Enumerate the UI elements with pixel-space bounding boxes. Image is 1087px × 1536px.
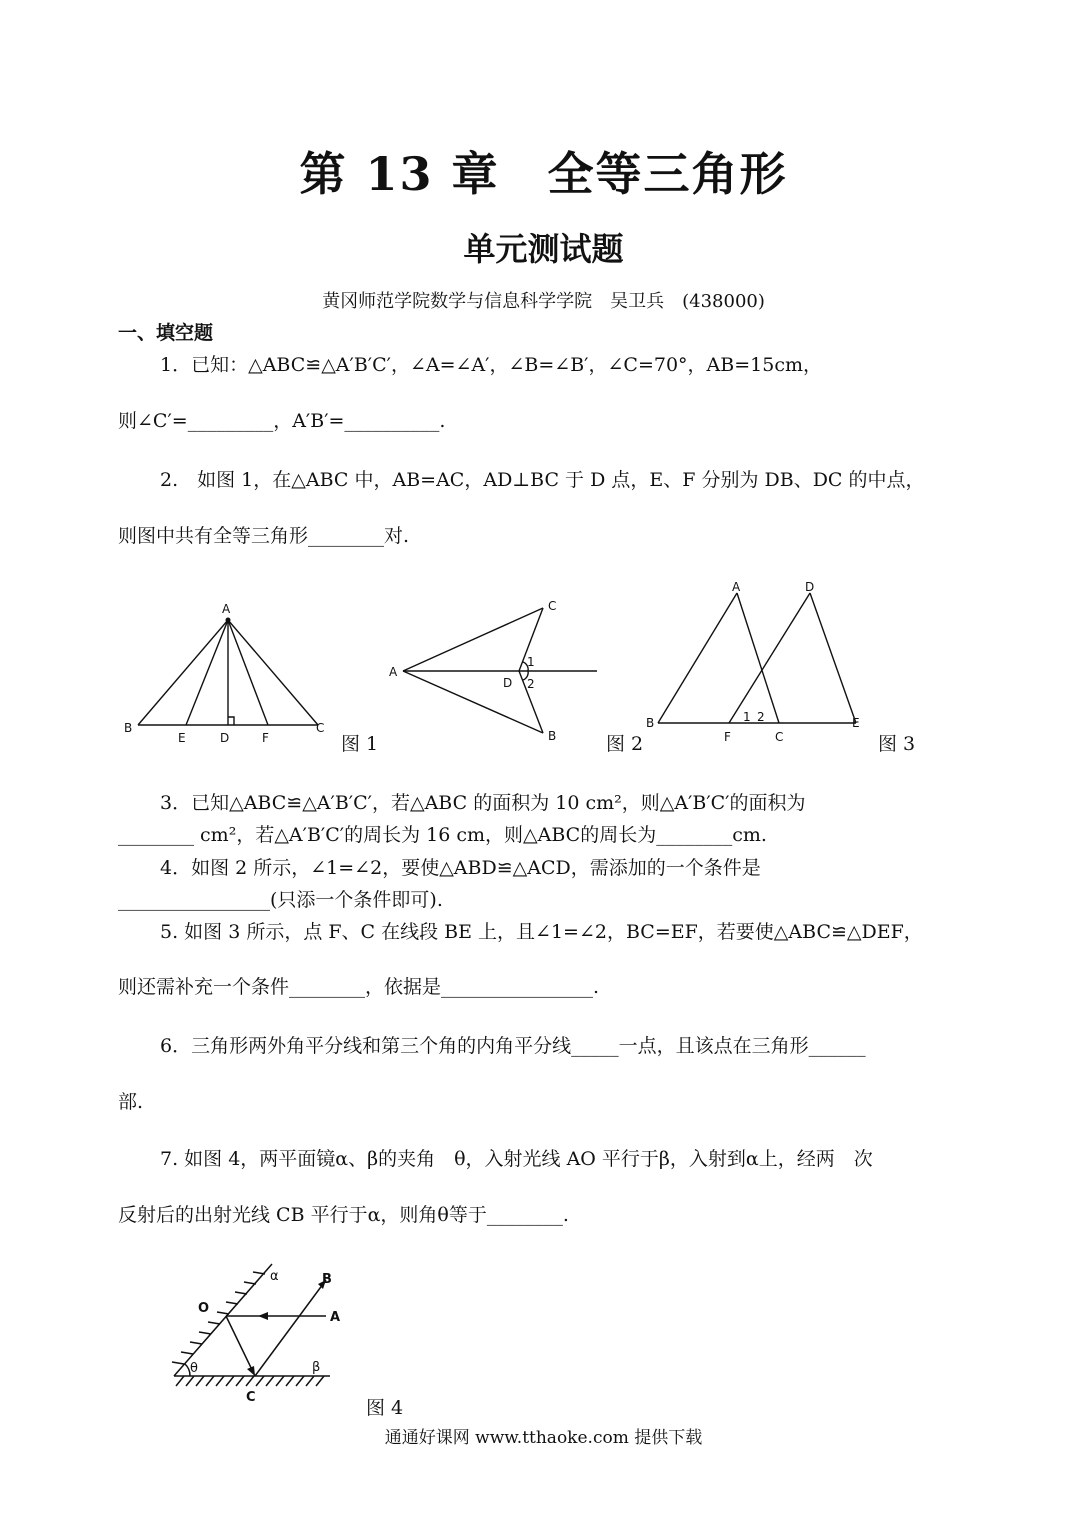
figure-2-diagram xyxy=(383,598,603,743)
fig1-label-a: A xyxy=(222,602,231,616)
question-3-line-1: 3．已知△ABC≌△A′B′C′，若△ABC 的面积为 10 cm²，则△A′B′C′的面积为 xyxy=(160,792,806,814)
author-line: 黄冈师范学院数学与信息科学学院 吴卫兵 (438000) xyxy=(322,291,765,312)
fig4-label-o: O xyxy=(198,1301,210,1316)
question-1-line-1: 1．已知：△ABC≌△A′B′C′，∠A=∠A′，∠B=∠B′，∠C=70°，AB=15cm， xyxy=(160,354,822,376)
fig3-label-2: 2 xyxy=(757,710,765,724)
question-1-line-2: 则∠C′=_________，A′B′=__________. xyxy=(118,410,446,432)
fig4-label-b: B xyxy=(322,1272,332,1287)
question-2-line-2: 则图中共有全等三角形________对. xyxy=(118,525,410,547)
question-5-line-2: 则还需补充一个条件________，依据是________________. xyxy=(118,976,600,998)
figure-3-diagram xyxy=(643,575,873,745)
fig2-label-2: 2 xyxy=(527,677,535,691)
figure-4-diagram xyxy=(160,1258,360,1408)
fig4-label-beta: β xyxy=(312,1360,321,1375)
fig1-label-d: D xyxy=(220,731,230,745)
fig4-label-alpha: α xyxy=(270,1269,279,1284)
question-5-line-1: 5. 如图 3 所示，点 F、C 在线段 BE 上，且∠1=∠2，BC=EF，若要使△ABC≌△DEF， xyxy=(160,921,923,943)
fig3-label-b: B xyxy=(646,716,655,730)
fig2-label-1: 1 xyxy=(527,655,535,669)
fig3-label-a: A xyxy=(732,580,741,594)
figure-1-diagram xyxy=(118,595,338,745)
fig3-label-f: F xyxy=(724,730,731,744)
fig3-label-d: D xyxy=(805,580,815,594)
question-3-line-2: ________ cm²，若△A′B′C′的周长为 16 cm，则△ABC的周长为________cm. xyxy=(118,824,767,846)
page-subtitle: 单元测试题 xyxy=(463,230,624,268)
fig2-label-c: C xyxy=(548,599,557,613)
fig3-label-e: E xyxy=(852,716,860,730)
fig4-label-c: C xyxy=(246,1390,256,1405)
question-6-line-2: 部. xyxy=(118,1091,144,1113)
fig2-label-d: D xyxy=(503,676,513,690)
question-4-line-1: 4．如图 2 所示，∠1=∠2，要使△ABD≌△ACD，需添加的一个条件是 xyxy=(160,857,761,879)
figure-3-caption: 图 3 xyxy=(878,733,916,755)
fig1-label-c: C xyxy=(316,721,325,735)
figure-2-caption: 图 2 xyxy=(606,733,644,755)
question-2-line-1: 2. 如图 1，在△ABC 中，AB=AC，AD⊥BC 于 D 点，E、F 分别为 DB、DC 的中点， xyxy=(160,469,925,491)
fig4-label-theta: θ xyxy=(190,1361,198,1376)
chapter-title: 第 13 章 全等三角形 xyxy=(299,147,788,201)
section-heading: 一、填空题 xyxy=(118,322,214,344)
question-7-line-2: 反射后的出射光线 CB 平行于α，则角θ等于________. xyxy=(118,1204,569,1226)
fig1-label-b: B xyxy=(124,721,133,735)
question-4-line-2: ________________(只添一个条件即可). xyxy=(118,889,443,911)
fig4-label-a: A xyxy=(330,1310,341,1325)
figure-4-caption: 图 4 xyxy=(366,1397,404,1419)
page-footer: 通通好课网 www.tthaoke.com 提供下载 xyxy=(384,1428,703,1448)
fig2-label-a: A xyxy=(389,665,398,679)
fig3-label-1: 1 xyxy=(743,710,751,724)
question-6-line-1: 6．三角形两外角平分线和第三个角的内角平分线_____一点，且该点在三角形______ xyxy=(160,1035,866,1057)
fig1-label-e: E xyxy=(178,731,186,745)
question-7-line-1: 7. 如图 4，两平面镜α、β的夹角 θ，入射光线 AO 平行于β，入射到α上，经两 次 xyxy=(160,1148,873,1170)
figure-1-caption: 图 1 xyxy=(341,733,379,755)
fig1-label-f: F xyxy=(262,731,269,745)
fig2-label-b: B xyxy=(548,729,557,743)
fig3-label-c: C xyxy=(775,730,784,744)
